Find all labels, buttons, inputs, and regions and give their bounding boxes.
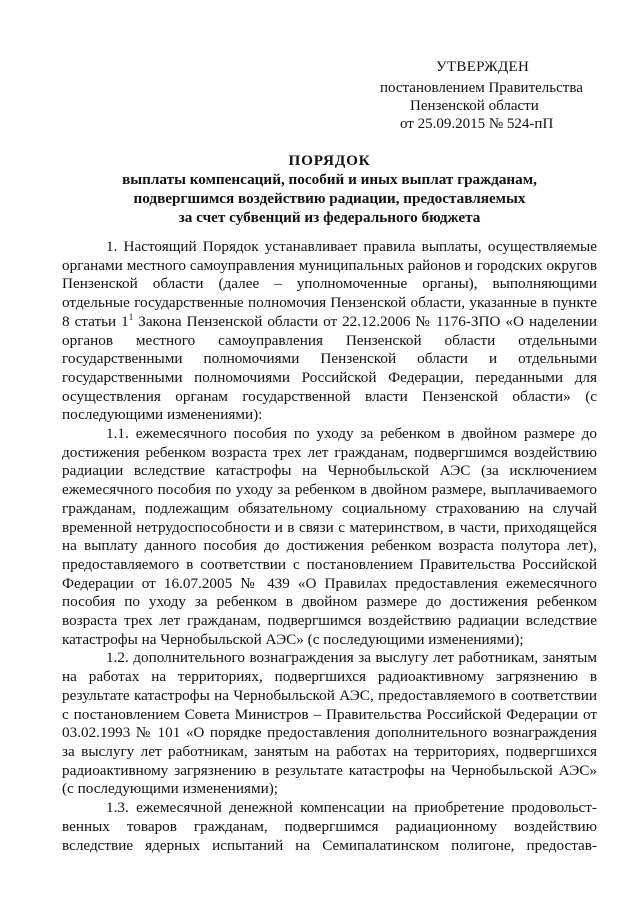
paragraph-1-2: 1.2. дополнительного вознаграждения за выслугу лет работникам, занятым на работах на территориях, подвергшихся радиоактивному загрязнению в результате катастрофы на Чернобыльской АЭС, предоставляемого в соответствии с постановлением Совета Министров – Правительства Российской Федерации от 03.02.1993 № 101 «О порядке предоставления дополнительного вознаграждения за выслугу лет работникам, занятым на работах на территориях, подвергшихся радиоактивному загрязнению в результате катастрофы на Чернобыльской АЭС» (с последующими изменениями); [62, 649, 597, 798]
heading-title: ПОРЯДОК [288, 152, 371, 169]
heading-line-1: выплаты компенсаций, пособий и иных выплат гражданам, [122, 171, 537, 188]
paragraph-1-1: 1.1. ежемесячного пособия по уходу за ребенком в двойном размере до достижения ребенком возраста трех лет гражданам, подвергшимся воздействию радиации вследствие катастрофы на Чернобыльской АЭС (за исключением ежемесячного пособия по уходу за ребенком в двойном размере, выплачиваемого гражданам, подлежащим обязательному социальному страхованию на случай временной нетрудоспособности и в связи с материнством, в части, приходящейся на выплату данного пособия до достижения ребенком возраста полутора лет), предоставляемого в соответствии с постановлением Правительства Российской Федерации от 16.07.2005 № 439 «О Правилах предоставления ежемесячного пособия по уходу за ребенком в двойном размере до достижения ребенком возраста трех лет гражданам, подвергшимся воздействию радиации вследствие катастрофы на Чернобыльской АЭС» (с последующими изменениями); [62, 425, 597, 648]
approval-line-1: постановлением Правительства [380, 80, 583, 96]
heading-line-3: за счет субвенций из федерального бюджета [178, 209, 481, 226]
approval-line-2: Пензенской области [410, 98, 539, 114]
document-body [62, 238, 597, 855]
paragraph-1-text-a: 1. Настоящий Порядок устанавливает правила выплаты, осуществляемые органами местного самоуправления муниципальных районов и городских округов Пензенской области (далее – уполномоченные органы), выполняющими отдельные государственные полномочия Пензенской области, указанные в пункте 8 статьи 1 [62, 238, 597, 330]
paragraph-1 [62, 238, 597, 425]
paragraph-1-superscript: 1 [128, 311, 134, 322]
document-heading [62, 151, 597, 227]
heading-line-2: подвергшимся воздействию радиации, предоставляемых [133, 190, 526, 207]
approval-line-3: от 25.09.2015 № 524-пП [400, 116, 554, 132]
approval-title: УТВЕРЖДЕН [436, 59, 530, 75]
paragraph-1-3: 1.3. ежемесячной денежной компенсации на приобретение продовольст-венных товаров гражданам, подвергшимся радиационному воздействию вследствие ядерных испытаний на Семипалатинском полигоне, предостав- [62, 799, 597, 854]
paragraph-1-text-b: Закона Пензенской области от 22.12.2006 № 1176-ЗПО «О наделении органов местного самоуправления Пензенской области отдельными государственными полномочиями Пензенской области и отдельными государственными полномочиями Российской Федерации, переданными для осуществления органам государственной власти Пензенской области» (с последующими изменениями): [62, 312, 597, 424]
